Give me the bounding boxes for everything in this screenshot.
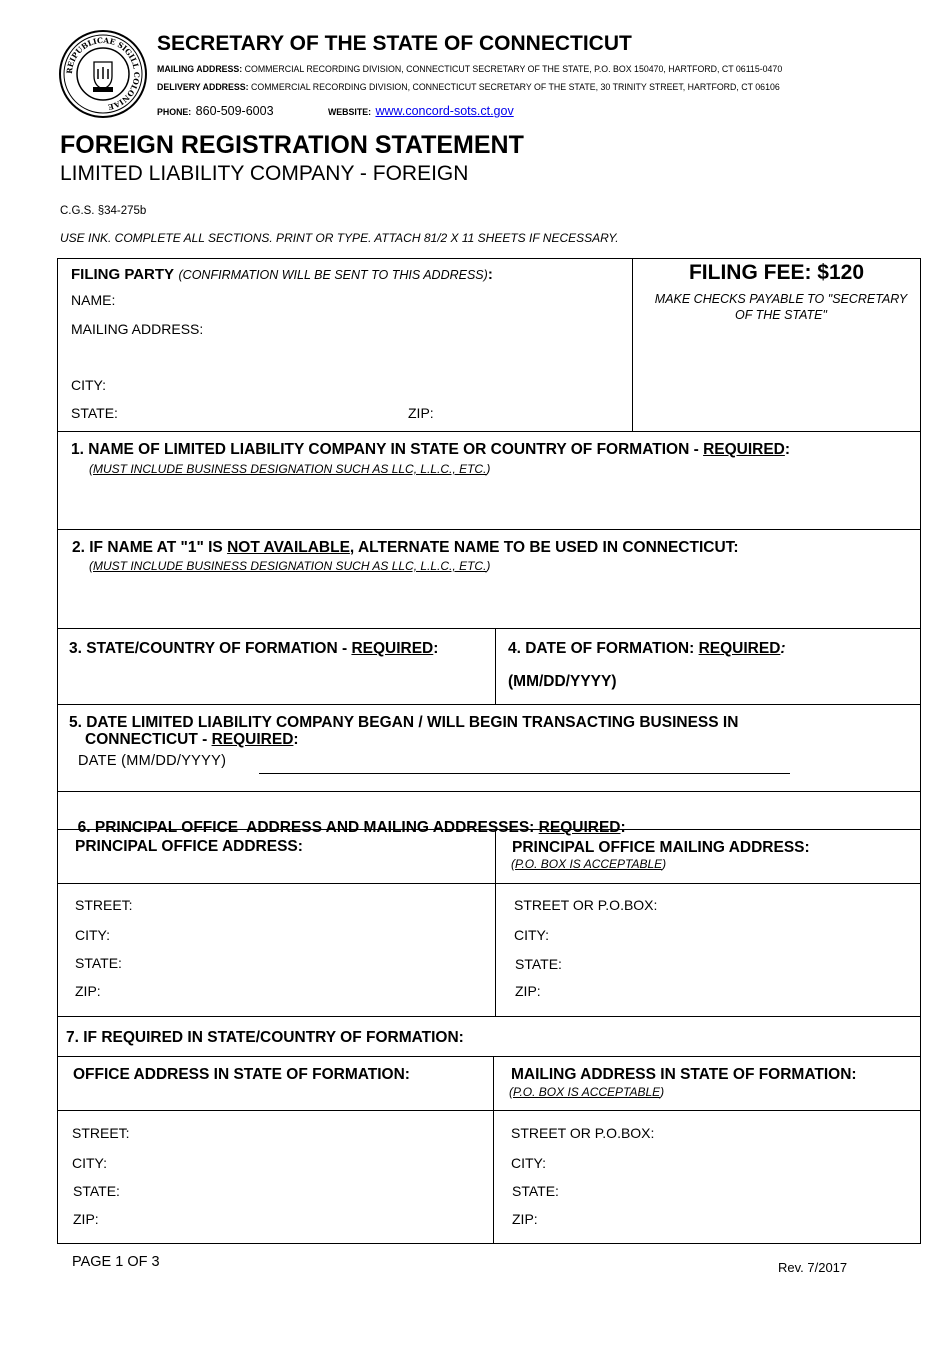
principal-mailing-title: PRINCIPAL OFFICE MAILING ADDRESS: [512, 839, 810, 856]
date-entry-line[interactable] [259, 773, 790, 774]
date-format-hint[interactable]: (MM/DD/YYYY) [508, 673, 617, 690]
principal-city-field[interactable]: CITY: [75, 927, 111, 943]
mailing-address-label: MAILING ADDRESS: [157, 64, 243, 74]
section-7-heading: 7. IF REQUIRED IN STATE/COUNTRY OF FORMATION: [66, 1029, 464, 1046]
section-1-note: (MUST INCLUDE BUSINESS DESIGNATION SUCH AS LLC, L.L.C., ETC.) [89, 462, 491, 476]
formation-mailing-zip-field[interactable]: ZIP: [512, 1211, 538, 1227]
filing-party-state[interactable]: STATE: [71, 405, 118, 421]
required-marker: REQUIRED [703, 441, 785, 458]
formation-mailing-note: (P.O. BOX IS ACCEPTABLE) [509, 1085, 665, 1099]
mailing-state-field[interactable]: STATE: [515, 956, 562, 972]
phone-value: 860-509-6003 [195, 104, 274, 118]
filing-party-city[interactable]: CITY: [71, 377, 107, 393]
formation-street-field[interactable]: STREET: [72, 1125, 130, 1141]
filing-party-zip[interactable]: ZIP: [408, 405, 434, 421]
agency-title: SECRETARY OF THE STATE OF CONNECTICUT [157, 32, 632, 55]
seal-text: REIPUBLICAE SIGILL COLONIAE [64, 35, 142, 112]
principal-street-field[interactable]: STREET: [75, 897, 133, 913]
formation-mailing-title: MAILING ADDRESS IN STATE OF FORMATION: [511, 1066, 857, 1083]
delivery-address-label: DELIVERY ADDRESS: [157, 82, 249, 92]
filing-party-title: FILING PARTY [71, 266, 175, 283]
formation-mailing-city-field[interactable]: CITY: [511, 1155, 547, 1171]
state-seal [58, 29, 148, 119]
section-5-heading: 5. DATE LIMITED LIABILITY COMPANY BEGAN / WILL BEGIN TRANSACTING BUSINESS IN CONNECTICUT - REQUIRED: [69, 714, 739, 748]
formation-city-field[interactable]: CITY: [72, 1155, 108, 1171]
website [328, 102, 514, 120]
filing-party-note: (CONFIRMATION WILL BE SENT TO THIS ADDRESS) [178, 268, 488, 282]
formation-mailing-street-field[interactable]: STREET OR P.O.BOX: [511, 1125, 655, 1141]
filing-party-name[interactable]: NAME: [71, 292, 116, 308]
section-4-heading: 4. DATE OF FORMATION: REQUIRED: [508, 640, 786, 657]
principal-office-title: PRINCIPAL OFFICE ADDRESS: [75, 838, 303, 855]
filing-fee: FILING FEE: $120 [688, 261, 865, 284]
section-1-heading: 1. NAME OF LIMITED LIABILITY COMPANY IN STATE OR COUNTRY OF FORMATION - REQUIRED: [71, 441, 791, 458]
mailing-street-field[interactable]: STREET OR P.O.BOX: [514, 897, 658, 913]
filing-party-mailing-address[interactable]: MAILING ADDRESS: [71, 321, 204, 337]
website-label: WEBSITE: [328, 107, 372, 117]
form-title: FOREIGN REGISTRATION STATEMENT [60, 131, 524, 159]
mailing-zip-field[interactable]: ZIP: [515, 983, 541, 999]
formation-office-title: OFFICE ADDRESS IN STATE OF FORMATION: [73, 1066, 410, 1083]
page-number: PAGE 1 OF 3 [72, 1254, 160, 1270]
instructions: USE INK. COMPLETE ALL SECTIONS. PRINT OR TYPE. ATTACH 81/2 X 11 SHEETS IF NECESSARY. [60, 231, 619, 245]
filing-fee-note: MAKE CHECKS PAYABLE TO "SECRETARY OF THE STATE" [654, 292, 908, 322]
section-2-note: (MUST INCLUDE BUSINESS DESIGNATION SUCH AS LLC, L.L.C., ETC.) [89, 559, 491, 573]
section-3-heading[interactable]: 3. STATE/COUNTRY OF FORMATION - REQUIRED: [69, 640, 439, 657]
llc-name-field[interactable] [71, 482, 911, 524]
phone-label: PHONE: [157, 107, 192, 117]
formation-state-field[interactable]: STATE: [73, 1183, 120, 1199]
principal-state-field[interactable]: STATE: [75, 955, 122, 971]
principal-zip-field[interactable]: ZIP: [75, 983, 101, 999]
principal-mailing-note: (P.O. BOX IS ACCEPTABLE) [511, 857, 667, 871]
section-6-heading: 6. PRINCIPAL OFFICE ADDRESS AND MAILING ADDRESSES: REQUIRED: [77, 819, 626, 836]
filing-party-heading: FILING PARTY (CONFIRMATION WILL BE SENT TO THIS ADDRESS): [71, 266, 493, 283]
alternate-name-field[interactable] [71, 580, 911, 622]
revision-date: Rev. 7/2017 [778, 1260, 848, 1275]
mailing-city-field[interactable]: CITY: [514, 927, 550, 943]
delivery-address [157, 82, 780, 92]
date-label: DATE (MM/DD/YYYY) [78, 753, 227, 769]
section-2-heading: 2. IF NAME AT "1" IS NOT AVAILABLE, ALTERNATE NAME TO BE USED IN CONNECTICUT: [72, 539, 739, 556]
statute-reference: C.G.S. §34-275b [60, 205, 147, 217]
phone [157, 102, 274, 120]
mailing-address [157, 64, 782, 74]
formation-zip-field[interactable]: ZIP: [73, 1211, 99, 1227]
form-subtitle: LIMITED LIABILITY COMPANY - FOREIGN [60, 162, 469, 185]
mailing-address-value: COMMERCIAL RECORDING DIVISION, CONNECTICUT SECRETARY OF THE STATE, P.O. BOX 150470, HARTFORD, CT 06115-0470 [244, 64, 783, 74]
formation-mailing-state-field[interactable]: STATE: [512, 1183, 559, 1199]
delivery-address-value: COMMERCIAL RECORDING DIVISION, CONNECTICUT SECRETARY OF THE STATE, 30 TRINITY STREET, HARTFORD, CT 06106 [251, 82, 780, 92]
website-link[interactable]: www.concord-sots.ct.gov [375, 104, 514, 118]
